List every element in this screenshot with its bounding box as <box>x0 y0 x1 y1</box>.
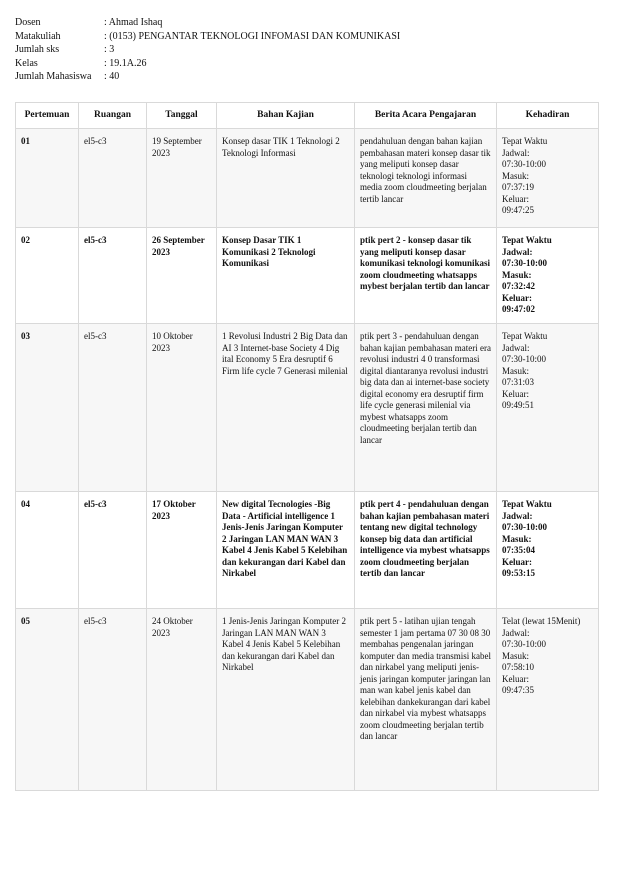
kehadiran-keluar-label: Keluar: <box>502 193 529 204</box>
cell-pertemuan: 05 <box>16 609 79 791</box>
meta-sks-label: Jumlah sks <box>15 44 60 55</box>
kehadiran-masuk-label: Masuk: <box>502 269 532 280</box>
kehadiran-keluar: 09:47:02 <box>502 304 535 314</box>
meta-dosen <box>15 16 535 30</box>
header-tanggal: Tanggal <box>147 103 217 129</box>
header-berita-acara: Berita Acara Pengajaran <box>355 103 497 129</box>
cell-kehadiran <box>497 324 599 492</box>
meta-kelas-value: : 19.1A.26 <box>104 57 147 69</box>
kehadiran-keluar-label: Keluar: <box>502 673 529 684</box>
header-ruangan: Ruangan <box>79 103 147 129</box>
cell-kehadiran <box>497 609 599 791</box>
cell-tanggal: 26 September 2023 <box>147 228 217 324</box>
cell-bahan-kajian: New digital Tecnologies -Big Data - Artificial intelligence 1 Jenis-Jenis Jaringan Komputer 2 Jaringan LAN MAN WAN 3 Kabel 4 Jenis Kabel 5 Kelebihan dan kekurangan dari Kabel dan Nirkabel <box>217 492 355 609</box>
cell-berita-acara: ptik pert 4 - pendahuluan dengan bahan kajian pembahasan materi tentang new digital technology konsep big data dan artificial intelligence via mybest whatsapps zoom cloudmeeting berjalan tertib dan lancar <box>355 492 497 609</box>
cell-bahan-kajian: Konsep dasar TIK 1 Teknologi 2 Teknologi Informasi <box>217 129 355 228</box>
kehadiran-masuk-label: Masuk: <box>502 533 532 544</box>
cell-pertemuan: 01 <box>16 129 79 228</box>
course-meta <box>15 16 535 84</box>
cell-tanggal: 10 Oktober 2023 <box>147 324 217 492</box>
cell-ruangan: el5-c3 <box>79 129 147 228</box>
cell-kehadiran <box>497 228 599 324</box>
kehadiran-jadwal: 07:30-10:00 <box>502 354 546 364</box>
cell-ruangan: el5-c3 <box>79 228 147 324</box>
cell-pertemuan: 04 <box>16 492 79 609</box>
kehadiran-masuk: 07:37:19 <box>502 182 535 192</box>
cell-ruangan: el5-c3 <box>79 609 147 791</box>
header-bahan-kajian: Bahan Kajian <box>217 103 355 129</box>
kehadiran-jadwal: 07:30-10:00 <box>502 258 547 268</box>
cell-tanggal: 17 Oktober 2023 <box>147 492 217 609</box>
cell-tanggal: 24 Oktober 2023 <box>147 609 217 791</box>
kehadiran-keluar-label: Keluar: <box>502 388 529 399</box>
kehadiran-keluar-label: Keluar: <box>502 292 532 303</box>
kehadiran-masuk: 07:32:42 <box>502 281 535 291</box>
cell-berita-acara: pendahuluan dengan bahan kajian pembahasan materi konsep dasar tik yang meliputi konsep dasar teknologi teknologi informasi media zoom cloudmeeting berjalan tertib lancar <box>355 129 497 228</box>
kehadiran-jadwal-label: Jadwal: <box>502 246 533 257</box>
cell-bahan-kajian: Konsep Dasar TIK 1 Komunikasi 2 Teknologi Komunikasi <box>217 228 355 324</box>
meta-matakuliah <box>15 30 535 44</box>
meta-sks <box>15 43 535 57</box>
table-row <box>16 609 599 791</box>
kehadiran-masuk-label: Masuk: <box>502 170 529 181</box>
kehadiran-status: Telat (lewat 15Menit) <box>502 616 581 626</box>
cell-pertemuan: 03 <box>16 324 79 492</box>
attendance-table <box>15 102 599 791</box>
meta-sks-value: : 3 <box>104 44 115 55</box>
cell-kehadiran <box>497 129 599 228</box>
meta-mahasiswa <box>15 70 535 84</box>
header-kehadiran: Kehadiran <box>497 103 599 129</box>
cell-berita-acara: ptik pert 3 - pendahuluan dengan bahan kajian pembahasan materi era revolusi industri 4 0 transformasi digital diantaranya revolusi industri big data dan ai internet-base society digital economy era desruptif firm life cycle generasi milenial via mybest whatsapps zoom cloudmeeting berjalan tertib dan lancar <box>355 324 497 492</box>
kehadiran-jadwal-label: Jadwal: <box>502 147 530 158</box>
cell-berita-acara: ptik pert 2 - konsep dasar tik yang meliputi konsep dasar komunikasi teknologi komunikasi zoom cloudmeeting whatsapps mybest berjalan tertib dan lancar <box>355 228 497 324</box>
header-pertemuan: Pertemuan <box>16 103 79 129</box>
kehadiran-status: Tepat Waktu <box>502 331 548 341</box>
kehadiran-jadwal: 07:30-10:00 <box>502 639 546 649</box>
cell-ruangan: el5-c3 <box>79 492 147 609</box>
cell-pertemuan: 02 <box>16 228 79 324</box>
kehadiran-keluar: 09:53:15 <box>502 568 535 578</box>
meta-mahasiswa-label: Jumlah Mahasiswa <box>15 71 92 82</box>
kehadiran-masuk: 07:35:04 <box>502 545 535 555</box>
table-row <box>16 492 599 609</box>
meta-mahasiswa-value: : 40 <box>104 71 120 82</box>
kehadiran-jadwal: 07:30-10:00 <box>502 522 547 532</box>
kehadiran-masuk: 07:31:03 <box>502 377 535 387</box>
kehadiran-keluar-label: Keluar: <box>502 556 532 567</box>
table-header-row <box>16 103 599 129</box>
cell-kehadiran <box>497 492 599 609</box>
cell-tanggal: 19 September 2023 <box>147 129 217 228</box>
kehadiran-status: Tepat Waktu <box>502 499 552 509</box>
kehadiran-status: Tepat Waktu <box>502 235 552 245</box>
kehadiran-jadwal: 07:30-10:00 <box>502 159 546 169</box>
kehadiran-masuk: 07:58:10 <box>502 662 535 672</box>
table-row <box>16 228 599 324</box>
kehadiran-masuk-label: Masuk: <box>502 650 529 661</box>
kehadiran-masuk-label: Masuk: <box>502 365 529 376</box>
meta-matakuliah-label: Matakuliah <box>15 30 61 42</box>
cell-ruangan: el5-c3 <box>79 324 147 492</box>
kehadiran-keluar: 09:47:35 <box>502 685 535 695</box>
meta-matakuliah-value: : (0153) PENGANTAR TEKNOLOGI INFOMASI DAN KOMUNIKASI <box>104 30 401 42</box>
cell-bahan-kajian: 1 Jenis-Jenis Jaringan Komputer 2 Jaringan LAN MAN WAN 3 Kabel 4 Jenis Kabel 5 Kelebihan dan kekurangan dari Kabel dan Nirkabel <box>217 609 355 791</box>
meta-dosen-value: : Ahmad Ishaq <box>104 17 163 28</box>
kehadiran-jadwal-label: Jadwal: <box>502 342 530 353</box>
kehadiran-keluar: 09:49:51 <box>502 400 535 410</box>
meta-kelas-label: Kelas <box>15 57 38 69</box>
kehadiran-status: Tepat Waktu <box>502 136 548 146</box>
kehadiran-keluar: 09:47:25 <box>502 205 535 215</box>
table-row <box>16 324 599 492</box>
meta-dosen-label: Dosen <box>15 17 41 28</box>
cell-bahan-kajian: 1 Revolusi Industri 2 Big Data dan AI 3 Internet-base Society 4 Dig ital Economy 5 Era desruptif 6 Firm life cycle 7 Generasi milenial <box>217 324 355 492</box>
meta-kelas <box>15 57 535 71</box>
table-row <box>16 129 599 228</box>
kehadiran-jadwal-label: Jadwal: <box>502 627 530 638</box>
kehadiran-jadwal-label: Jadwal: <box>502 510 533 521</box>
cell-berita-acara: ptik pert 5 - latihan ujian tengah semester 1 jam pertama 07 30 08 30 membahas pengenalan jaringan komputer dan media transmisi kabel dan nirkabel yang meliputi jenis-jenis jaringan komputer jaringan lan man wan kabel jenis kabel dan kelebihan dankekurangan dari kabel dan nirkabel via mybest whatsapps zoom cloudmeeting berjalan tertib dan lancar <box>355 609 497 791</box>
